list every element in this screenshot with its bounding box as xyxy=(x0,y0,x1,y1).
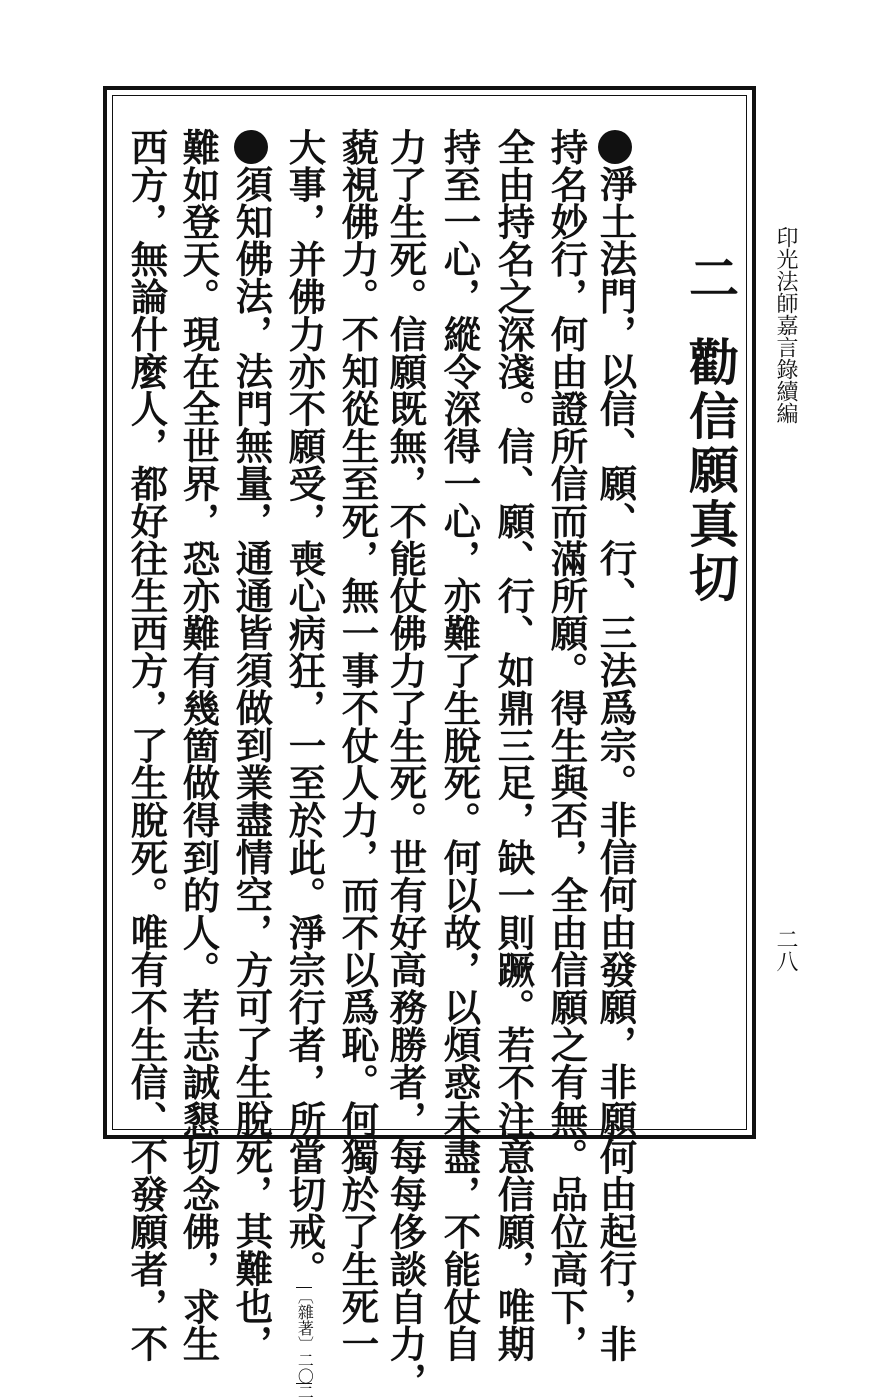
body-column-9: 難如登天。現在全世界，恐亦難有幾箇做得到的人。若志誠懇切念佛，求生 xyxy=(176,128,221,1363)
body-column-2: 持名妙行，何由證所信而滿所願。得生與否，全由信願之有無。品位高下， xyxy=(544,128,589,1363)
body-column-7 xyxy=(282,128,327,1400)
body-column-8 xyxy=(229,128,274,1362)
column-text: 淨土法門，以信、願、行、三法爲宗。非信何由發願，非願何由起行，非 xyxy=(593,165,638,1362)
section-number: 二 xyxy=(681,252,740,306)
book-title: 印光法師嘉言錄續編 xyxy=(773,226,798,424)
body-column-3: 全由持名之深淺。信、願、行、如鼎三足，缺一則蹶。若不注意信願，唯期 xyxy=(491,128,536,1363)
bullet-icon xyxy=(234,130,268,164)
page-number: 二八 xyxy=(773,928,798,972)
section-title-text: 勸信願真切 xyxy=(681,336,740,606)
body-column-10: 西方，無論什麼人，都好往生西方，了生脫死。唯有不生信、不發願者，不 xyxy=(124,128,169,1363)
body-column-4: 持至一心，縱令深得一心，亦難了生脫死。何以故，以煩惑未盡，不能仗自 xyxy=(437,128,482,1363)
body-column-6: 藐視佛力。不知從生至死，無一事不仗人力，而不以爲恥。何獨於了生死一 xyxy=(335,128,380,1363)
column-text: 大事，并佛力亦不願受，喪心病狂，一至於此。淨宗行者，所當切戒。 xyxy=(282,128,327,1288)
source-note-label: 〔雜著〕 xyxy=(295,1288,315,1353)
section-title xyxy=(674,252,746,606)
column-text: 須知佛法，法門無量，通通皆須做到業盡情空，方可了生脫死，其難也， xyxy=(229,165,274,1362)
body-column-1 xyxy=(593,128,638,1362)
source-note-page: 二〇二 xyxy=(295,1352,315,1400)
source-note xyxy=(295,1287,315,1400)
bullet-icon xyxy=(598,130,632,164)
body-column-5: 力了生死。信願既無，不能仗佛力了生死。世有好高務勝者，每每侈談自力， xyxy=(383,128,428,1400)
